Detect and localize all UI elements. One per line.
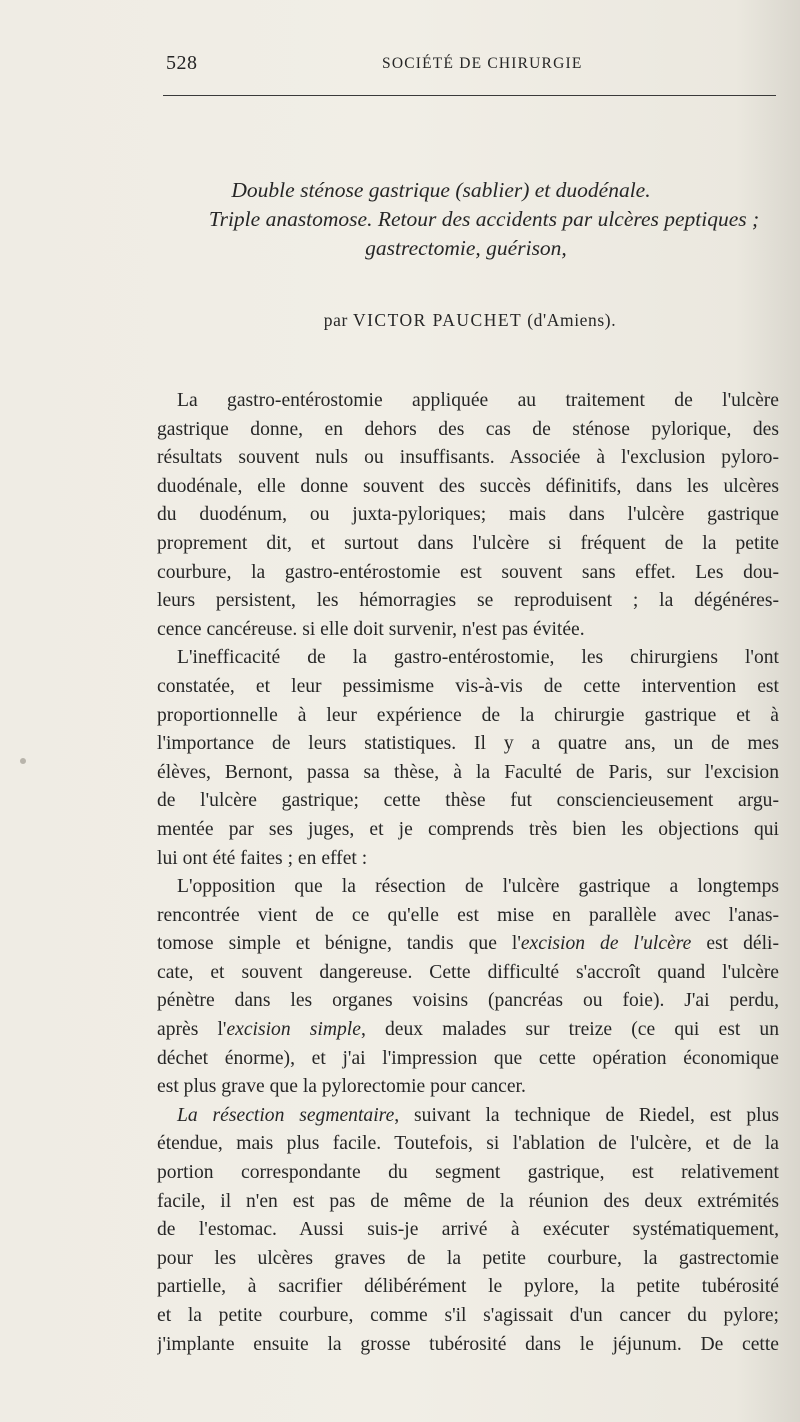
text-line (157, 1273, 779, 1302)
text-run: mentée par ses juges, et je comprends très bien les objections qui (157, 818, 779, 840)
text-line (157, 1045, 779, 1074)
text-line (157, 587, 779, 616)
text-line (157, 530, 779, 559)
text-line (157, 1216, 779, 1245)
text-line (157, 1102, 779, 1131)
text-run: est déli- (691, 933, 779, 955)
text-line (157, 1188, 779, 1217)
text-line (157, 759, 779, 788)
italic-text: La résection segmentaire (177, 1104, 395, 1126)
text-line (157, 673, 779, 702)
byline-prefix: par (323, 310, 348, 330)
text-run: leurs persistent, les hémorragies se reproduisent ; la dégénéres- (157, 590, 779, 612)
author-name: VICTOR PAUCHET (352, 310, 523, 330)
text-run: rencontrée vient de ce qu'elle est mise en parallèle avec l'anas- (157, 904, 779, 926)
title-line: Triple anastomose. Retour des accidents par ulcères peptiques ; (208, 207, 760, 231)
text-line (157, 930, 779, 959)
text-run: gastrique donne, en dehors des cas de sténose pylorique, des (157, 418, 779, 440)
text-run: de l'ulcère gastrique; cette thèse fut consciencieusement argu- (157, 790, 779, 812)
text-line (157, 644, 779, 673)
text-line (157, 444, 779, 473)
text-line (157, 1073, 779, 1102)
page-header (160, 52, 780, 80)
text-line (157, 416, 779, 445)
italic-text: excision simple (226, 1019, 361, 1041)
text-line (157, 730, 779, 759)
text-line (157, 873, 779, 902)
text-line (157, 1331, 779, 1360)
text-run: j'implante ensuite la grosse tubérosité dans le jéjunum. De cette (157, 1333, 779, 1355)
text-run: pour les ulcères graves de la petite courbure, la gastrectomie (157, 1247, 779, 1269)
text-run: duodénale, elle donne souvent des succès définitifs, dans les ulcères (157, 475, 779, 497)
text-run: pénètre dans les organes voisins (pancréas ou foie). J'ai perdu, (157, 990, 779, 1012)
text-run: proprement dit, et surtout dans l'ulcère si fréquent de la petite (157, 532, 779, 554)
text-line (157, 959, 779, 988)
text-line (157, 1302, 779, 1331)
text-run: déchet énorme), et j'ai l'impression que cette opération économique (157, 1047, 779, 1069)
text-run: L'opposition que la résection de l'ulcère gastrique a longtemps (177, 876, 779, 898)
text-line (157, 387, 779, 416)
text-line (157, 1130, 779, 1159)
text-line (157, 987, 779, 1016)
margin-mark (20, 758, 26, 764)
text-run: résultats souvent nuls ou insuffisants. Associée à l'exclusion pyloro- (157, 447, 779, 469)
page-number: 528 (166, 52, 198, 74)
text-run: l'importance de leurs statistiques. Il y a quatre ans, un de mes (157, 733, 779, 755)
text-run: portion correspondante du segment gastrique, est relativement (157, 1162, 779, 1184)
running-title: SOCIÉTÉ DE CHIRURGIE (382, 55, 583, 72)
text-run: tomose simple et bénigne, tandis que l' (157, 933, 521, 955)
text-run: courbure, la gastro-entérostomie est souvent sans effet. Les dou- (157, 561, 779, 583)
text-run: , deux malades sur treize (ce qui est un (360, 1019, 779, 1041)
text-run: du duodénum, ou juxta-pyloriques; mais dans l'ulcère gastrique (157, 504, 779, 526)
header-rule (163, 95, 776, 96)
text-line (157, 616, 779, 645)
text-line (157, 845, 779, 874)
text-line (157, 1159, 779, 1188)
italic-text: excision de l'ulcère (520, 933, 692, 955)
text-line (157, 702, 779, 731)
text-line (157, 816, 779, 845)
text-run: de l'estomac. Aussi suis-je arrivé à exécuter systématiquement, (157, 1219, 779, 1241)
text-line (157, 1245, 779, 1274)
text-run: est plus grave que la pylorectomie pour cancer. (157, 1076, 526, 1098)
text-run: facile, il n'en est pas de même de la réunion des deux extrémités (157, 1190, 779, 1212)
body-text (157, 387, 779, 1359)
author-place: (d'Amiens). (527, 310, 617, 330)
text-line (157, 501, 779, 530)
text-line (157, 559, 779, 588)
text-line (157, 902, 779, 931)
text-run: après l' (157, 1019, 227, 1041)
text-run: cence cancéreuse. si elle doit survenir, n'est pas évitée. (157, 618, 585, 640)
text-run: cate, et souvent dangereuse. Cette difficulté s'accroît quand l'ulcère (157, 961, 779, 983)
byline (150, 310, 790, 331)
text-run: étendue, mais plus facile. Toutefois, si l'ablation de l'ulcère, et de la (157, 1133, 779, 1155)
text-run: et la petite courbure, comme s'il s'agissait d'un cancer du pylore; (157, 1305, 779, 1326)
text-run: La gastro-entérostomie appliquée au traitement de l'ulcère (177, 390, 779, 411)
text-run: proportionnelle à leur expérience de la chirurgie gastrique et à (157, 704, 779, 726)
text-run: partielle, à sacrifier délibérément le pylore, la petite tubérosité (157, 1276, 779, 1298)
article-title (150, 176, 790, 263)
text-run: lui ont été faites ; en effet : (157, 847, 368, 869)
text-line (157, 473, 779, 502)
text-run: constatée, et leur pessimisme vis-à-vis de cette intervention est (157, 675, 779, 697)
text-run: élèves, Bernont, passa sa thèse, à la Faculté de Paris, sur l'excision (157, 761, 779, 783)
text-line (157, 1016, 779, 1045)
text-run: L'inefficacité de la gastro-entérostomie, les chirurgiens l'ont (177, 647, 779, 669)
title-line: Double sténose gastrique (sablier) et duodénale. (231, 178, 651, 202)
text-line (157, 787, 779, 816)
title-line: gastrectomie, guérison, (365, 236, 567, 260)
text-run: , suivant la technique de Riedel, est plus (394, 1104, 779, 1126)
